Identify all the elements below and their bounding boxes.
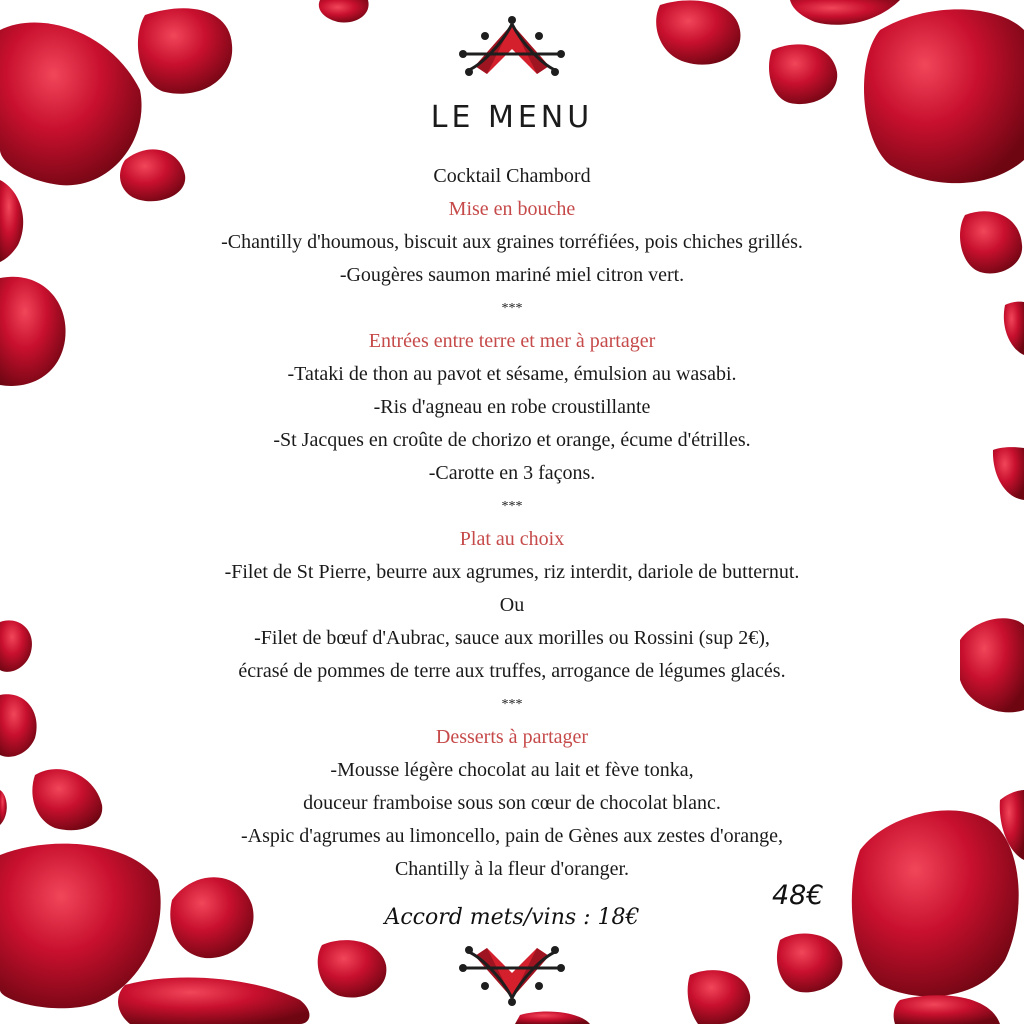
dish-line: -Mousse légère chocolat au lait et fève tonka, <box>330 759 694 781</box>
dish-line: Ou <box>499 594 525 616</box>
menu-price: 48€ <box>772 880 824 911</box>
rose-petal <box>318 940 387 997</box>
section-separator: *** <box>501 697 523 712</box>
section-heading: Entrées entre terre et mer à partager <box>368 330 656 352</box>
occitan-cross-logo-top <box>457 14 567 80</box>
wine-pairing: Accord mets/vins : 18€ <box>384 905 640 930</box>
dish-line: -Ris d'agneau en robe croustillante <box>373 396 651 418</box>
menu-body <box>100 160 924 886</box>
dish-line: -Filet de bœuf d'Aubrac, sauce aux morilles ou Rossini (sup 2€), <box>254 627 770 649</box>
dish-line: -Tataki de thon au pavot et sésame, émulsion au wasabi. <box>287 363 737 385</box>
section-separator: *** <box>501 499 523 514</box>
rose-petal <box>138 8 232 94</box>
menu-title: LE MENU <box>430 100 594 135</box>
rose-petal <box>515 1012 590 1024</box>
rose-petal <box>993 447 1024 500</box>
rose-petal <box>894 995 1000 1024</box>
dish-line: -Aspic d'agrumes au limoncello, pain de Gènes aux zestes d'orange, <box>240 825 784 847</box>
dish-line: Chantilly à la fleur d'oranger. <box>394 858 630 880</box>
rose-petal <box>0 790 7 825</box>
rose-petal <box>777 934 843 993</box>
section-heading: Plat au choix <box>459 528 565 550</box>
rose-petal <box>32 769 102 830</box>
dish-line: -Gougères saumon mariné miel citron vert. <box>339 264 685 286</box>
occitan-cross-logo-bottom <box>457 946 567 1008</box>
dish-line: -Filet de St Pierre, beurre aux agrumes, riz interdit, dariole de butternut. <box>224 561 800 583</box>
rose-petal <box>688 970 751 1024</box>
rose-petal <box>1004 302 1024 355</box>
rose-petal <box>790 0 900 25</box>
rose-petal <box>864 9 1024 183</box>
dish-line: -Carotte en 3 façons. <box>428 462 596 484</box>
aperitif-line: Cocktail Chambord <box>433 165 591 187</box>
dish-line: -St Jacques en croûte de chorizo et orange, écume d'étrilles. <box>273 429 751 451</box>
section-heading: Desserts à partager <box>435 726 589 748</box>
rose-petal <box>0 620 32 671</box>
section-separator: *** <box>501 301 523 316</box>
rose-petal <box>319 0 369 23</box>
dish-line: douceur framboise sous son cœur de chocolat blanc. <box>303 792 721 814</box>
rose-petal <box>769 44 837 104</box>
rose-petal <box>960 618 1024 712</box>
rose-petal <box>0 694 37 757</box>
dish-line: écrasé de pommes de terre aux truffes, arrogance de légumes glacés. <box>238 660 786 682</box>
dish-line: -Chantilly d'houmous, biscuit aux graines torréfiées, pois chiches grillés. <box>221 231 803 253</box>
rose-petal <box>118 977 309 1024</box>
rose-petal <box>0 277 66 386</box>
rose-petal <box>960 211 1022 273</box>
rose-petal <box>656 0 740 64</box>
section-heading: Mise en bouche <box>448 198 576 220</box>
rose-petal <box>0 180 23 262</box>
